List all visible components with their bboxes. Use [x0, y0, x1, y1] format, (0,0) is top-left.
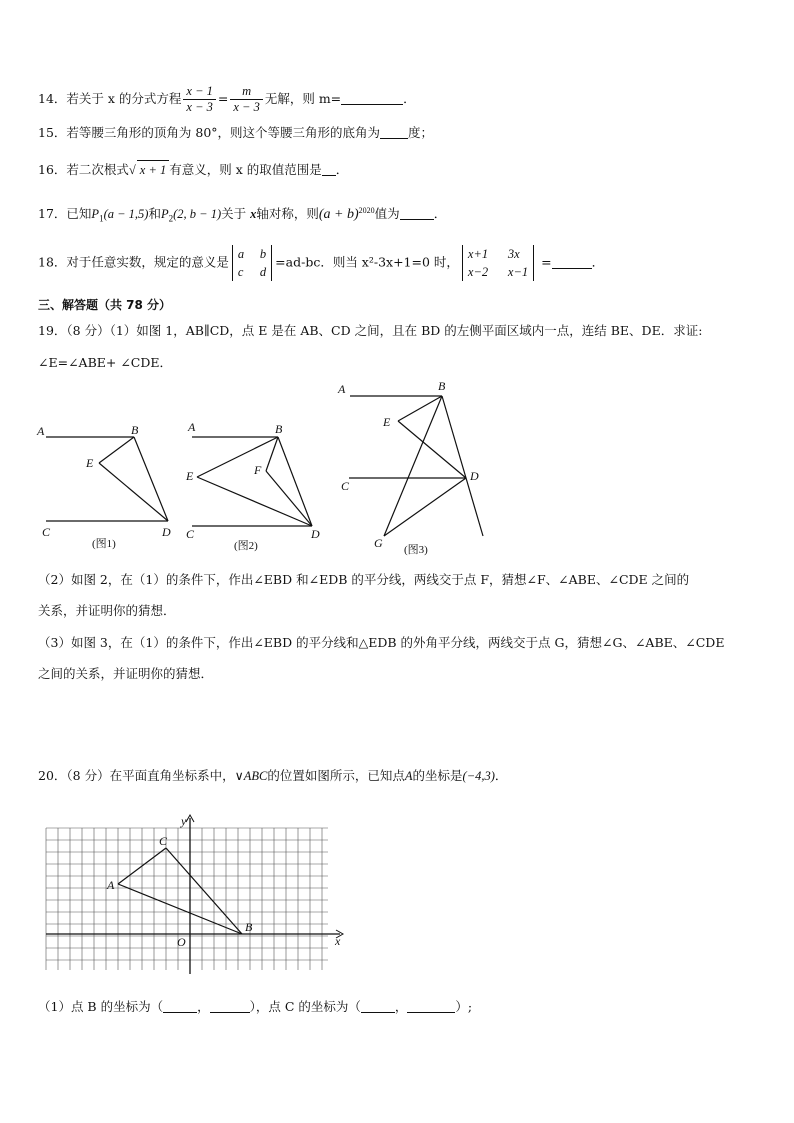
fig3-line-bd-extended: [442, 396, 483, 536]
q15-text: 若等腰三角形的顶角为 80°，则这个等腰三角形的底角为: [66, 125, 381, 140]
q20-mid: 的位置如图所示，已知点: [267, 768, 405, 783]
q16-end: ．: [335, 162, 349, 177]
q20-comma-2: ，: [394, 999, 408, 1014]
point-a-label: A: [107, 878, 115, 892]
q18-def-determinant: [232, 245, 272, 281]
triangle-abc: [118, 848, 242, 934]
q18-number: 18．: [38, 254, 67, 270]
q19-part2-line2: 关系，并证明你的猜想．: [38, 603, 176, 618]
fig2-label-c: C: [186, 527, 195, 541]
q17-exponent: 2020: [358, 206, 375, 215]
m-b: 3x: [507, 247, 520, 261]
q16-prefix: 若二次根式: [66, 162, 129, 177]
q19-part3-line2: 之间的关系，并证明你的猜想．: [38, 666, 214, 681]
q18-equals: =: [541, 254, 552, 270]
c-y-blank[interactable]: [407, 999, 455, 1013]
figure-2: [192, 437, 312, 526]
fig1-label-c: C: [42, 525, 51, 539]
fig2-line-fd: [266, 471, 312, 526]
q20-point: A: [404, 769, 413, 783]
point-b-label: B: [245, 920, 253, 934]
q18-matrix-determinant: [462, 245, 534, 281]
q14-lhs-fraction: [183, 84, 215, 115]
fig3-label-c: C: [341, 479, 350, 493]
q20-coordinate-graph: [0, 810, 794, 975]
q17-end: ．: [433, 206, 447, 222]
q14-answer-blank[interactable]: [341, 91, 403, 105]
x-axis-label: x: [335, 934, 341, 948]
q18-prefix: 对于任意实数，规定的意义是: [66, 254, 229, 270]
q18-answer-blank[interactable]: [552, 255, 592, 269]
q14-rhs-denominator: x − 3: [233, 100, 260, 114]
fig3-label-e: E: [383, 415, 391, 429]
q19-part2-line1: （2）如图 2，在（1）的条件下，作出∠EBD 和∠EDB 的平分线，两线交于点 F，猜想∠F、∠ABE、∠CDE 之间的: [38, 572, 690, 587]
q14-equals: =: [217, 91, 229, 106]
fig1-label-b: B: [131, 423, 139, 437]
q15-number: 15．: [38, 125, 67, 140]
q17-p1-coords: (a − 1,5): [103, 207, 149, 222]
q16-postfix: 有意义，则 x 的取值范围是: [169, 162, 322, 177]
fig1-label-a: A: [37, 424, 45, 438]
q17-postfix: 值为: [374, 206, 400, 222]
q20-part1-end: ）;: [455, 999, 473, 1014]
fig2-line-be: [197, 437, 278, 477]
fig3-line-be: [398, 396, 442, 421]
figure-1: [46, 437, 168, 521]
fig1-caption: (图1): [92, 538, 116, 550]
question-17: [38, 202, 446, 228]
fig2-line-bd: [278, 437, 312, 526]
question-16: [38, 160, 348, 179]
fig3-label-d: D: [470, 469, 479, 483]
fig2-line-ed: [197, 477, 312, 526]
fig1-label-e: E: [86, 456, 94, 470]
fig3-label-b: B: [438, 379, 446, 393]
fig2-label-b: B: [275, 422, 283, 436]
q17-p1: P: [91, 207, 100, 222]
m-a: x+1: [467, 247, 489, 261]
b-y-blank[interactable]: [210, 999, 250, 1013]
q14-prefix: 若关于 x 的分式方程: [66, 91, 182, 106]
fig1-line-bd: [134, 437, 168, 521]
fig2-label-e: E: [186, 469, 194, 483]
q14-rhs-numerator: m: [230, 84, 262, 100]
q15-answer-blank[interactable]: [380, 125, 408, 139]
origin-label: O: [177, 935, 186, 949]
q14-number: 14．: [38, 91, 67, 106]
q14-lhs-numerator: x − 1: [183, 84, 215, 100]
fig3-label-a: A: [338, 382, 346, 396]
question-20: [38, 767, 507, 785]
q17-mid: 关于: [221, 206, 247, 222]
q20-triangle: ∨ABC: [234, 769, 268, 783]
q17-number: 17．: [38, 206, 67, 222]
q17-and: 和: [148, 206, 161, 222]
b-x-blank[interactable]: [163, 999, 197, 1013]
fig2-label-d: D: [311, 527, 320, 541]
q14-end: ．: [403, 91, 416, 106]
q17-p1-sub: 1: [99, 213, 104, 224]
q14-rhs-fraction: [230, 84, 262, 115]
q17-p2: P: [160, 207, 169, 222]
q17-prefix: 已知: [66, 206, 92, 222]
q19-figures: [0, 370, 794, 560]
q18-postfix: =ad-bc．则当 x²-3x+1=0 时，: [275, 254, 459, 270]
q17-answer-blank[interactable]: [400, 206, 434, 220]
q20-coords: (−4,3): [462, 769, 495, 783]
q20-mid2: 的坐标是: [412, 768, 463, 783]
fig1-label-d: D: [162, 525, 171, 539]
q19-part3-line1: （3）如图 3，在（1）的条件下，作出∠EBD 的平分线和△EDB 的外角平分线，两线交于点 G，猜想∠G、∠ABE、∠CDE: [38, 635, 725, 650]
grid-lines: [46, 828, 328, 970]
fig1-line-be: [99, 437, 134, 463]
edge-cb: [166, 848, 242, 934]
fig1-line-ed: [99, 463, 168, 521]
fig2-label-f: F: [254, 463, 262, 477]
q17-mid2: 轴对称，则: [256, 206, 319, 222]
fig3-label-g: G: [374, 536, 383, 550]
fig3-caption: (图3): [404, 544, 428, 556]
q19-line1: 19．（8 分）（1）如图 1，AB∥CD，点 E 是在 AB、CD 之间，且在 BD 的左侧平面区域内一点，连结 BE、DE．求证:: [38, 323, 703, 338]
q16-answer-blank[interactable]: [322, 162, 336, 176]
y-axis-label: y: [181, 814, 187, 828]
q17-expr: (a + b): [318, 207, 359, 223]
q19-line2: ∠E=∠ABE+ ∠CDE．: [38, 355, 173, 370]
q16-radicand: x + 1: [137, 160, 169, 179]
m-c: x−2: [467, 265, 489, 279]
c-x-blank[interactable]: [361, 999, 395, 1013]
q14-postfix: 无解，则 m=: [264, 91, 342, 106]
q20-comma-1: ，: [197, 999, 210, 1014]
sqrt-sign: √: [128, 163, 136, 177]
q17-p2-coords: (2, b − 1): [173, 207, 222, 222]
fig3-line-ed: [398, 421, 466, 478]
det-a: a: [237, 247, 245, 261]
det-c: c: [237, 265, 244, 279]
q20-part1-mid: ），点 C 的坐标为（: [249, 999, 361, 1014]
figure-3: [349, 396, 483, 536]
q20-part1-prefix: （1）点 B 的坐标为（: [38, 999, 164, 1014]
q20-part1: [38, 998, 472, 1016]
det-d: d: [259, 265, 267, 279]
edge-ab: [118, 884, 242, 934]
q18-end: ．: [591, 254, 605, 270]
q20-prefix: 20．（8 分）在平面直角坐标系中，: [38, 768, 235, 783]
section-title: 三、解答题（共 78 分）: [38, 298, 172, 312]
fig2-label-a: A: [188, 420, 196, 434]
question-14: [38, 84, 416, 115]
point-c-label: C: [159, 834, 168, 848]
q17-axis: x: [250, 207, 257, 222]
q17-p2-sub: 2: [168, 213, 174, 224]
question-18: [38, 245, 604, 281]
m-d: x−1: [507, 265, 529, 279]
det-b: b: [259, 247, 267, 261]
q15-end: 度；: [408, 125, 434, 140]
question-15: [38, 124, 433, 142]
q20-end: ．: [494, 768, 508, 783]
fig2-caption: (图2): [234, 540, 258, 552]
q16-number: 16．: [38, 162, 67, 177]
q14-lhs-denominator: x − 3: [186, 100, 213, 114]
